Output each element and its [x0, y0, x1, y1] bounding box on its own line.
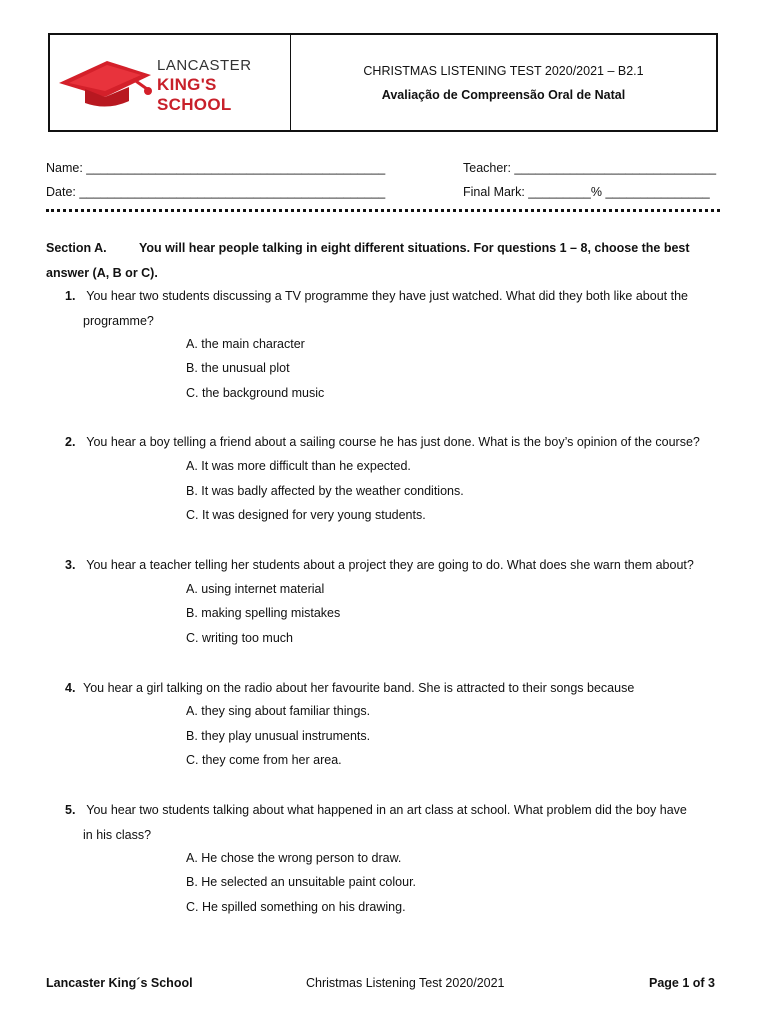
- question-3: [65, 553, 722, 578]
- question-text-cont: programme?: [83, 313, 154, 328]
- dotted-divider: [46, 209, 720, 212]
- option-4b[interactable]: B. they play unusual instruments.: [186, 729, 371, 743]
- option-5a[interactable]: A. He chose the wrong person to draw.: [186, 851, 402, 865]
- graduation-cap-icon: [55, 53, 155, 113]
- footer-school-name: Lancaster King´s School: [46, 976, 193, 990]
- option-2c[interactable]: C. It was designed for very young students.: [186, 508, 426, 522]
- logo-text-lancaster: LANCASTER: [157, 56, 252, 74]
- question-number: 1.: [65, 289, 76, 303]
- question-text: You hear two students talking about what happened in an art class at school. What problem did the boy have: [86, 803, 687, 817]
- question-number: 2.: [65, 435, 76, 449]
- option-3c[interactable]: C. writing too much: [186, 631, 293, 645]
- footer-page-number: Page 1 of 3: [649, 976, 715, 990]
- test-title: CHRISTMAS LISTENING TEST 2020/2021 – B2.1: [363, 63, 644, 78]
- option-5c[interactable]: C. He spilled something on his drawing.: [186, 900, 406, 914]
- option-4c[interactable]: C. they come from her area.: [186, 753, 342, 767]
- question-4: [65, 676, 722, 701]
- final-mark-field[interactable]: Final Mark: _________% _______________: [463, 185, 710, 199]
- question-text: You hear two students discussing a TV programme they have just watched. What did they both like about the: [86, 289, 688, 303]
- option-3b[interactable]: B. making spelling mistakes: [186, 606, 341, 620]
- option-5b[interactable]: B. He selected an unsuitable paint colour.: [186, 875, 417, 889]
- section-label: Section A.: [46, 241, 107, 255]
- question-5: [65, 798, 722, 847]
- option-1c[interactable]: C. the background music: [186, 386, 325, 400]
- question-text: You hear a girl talking on the radio about her favourite band. She is attracted to their songs because: [83, 681, 635, 695]
- logo-cell: [50, 35, 291, 130]
- school-logo: [55, 53, 285, 113]
- option-4a[interactable]: A. they sing about familiar things.: [186, 704, 371, 718]
- question-1: [65, 284, 722, 333]
- logo-text-kings-school: KING'S SCHOOL: [157, 74, 232, 114]
- test-subtitle: Avaliação de Compreensão Oral de Natal: [381, 87, 626, 102]
- question-number: 3.: [65, 558, 76, 572]
- question-text: You hear a teacher telling her students about a project they are going to do. What does she warn them about?: [86, 558, 694, 572]
- date-field[interactable]: Date: ____________________________________________: [46, 185, 386, 199]
- title-cell: [291, 35, 716, 130]
- option-1b[interactable]: B. the unusual plot: [186, 361, 290, 375]
- option-3a[interactable]: A. using internet material: [186, 582, 325, 596]
- question-text-cont: in his class?: [83, 827, 152, 842]
- teacher-field[interactable]: Teacher: _____________________________: [463, 161, 717, 175]
- section-instruction-text: You will hear people talking in eight different situations. For questions 1 – 8, choose the best answer (A, B or C).: [46, 241, 690, 280]
- question-number: 4.: [65, 681, 76, 695]
- header-box: [48, 33, 718, 132]
- question-text: You hear a boy telling a friend about a sailing course he has just done. What is the boy’s opinion of the course?: [86, 435, 700, 449]
- footer-test-title: Christmas Listening Test 2020/2021: [306, 976, 505, 990]
- section-a-instruction: [46, 236, 722, 286]
- option-2b[interactable]: B. It was badly affected by the weather conditions.: [186, 484, 464, 498]
- name-field[interactable]: Name: ___________________________________________: [46, 161, 386, 175]
- question-2: [65, 430, 722, 455]
- option-2a[interactable]: A. It was more difficult than he expected.: [186, 459, 411, 473]
- question-number: 5.: [65, 803, 76, 817]
- option-1a[interactable]: A. the main character: [186, 337, 305, 351]
